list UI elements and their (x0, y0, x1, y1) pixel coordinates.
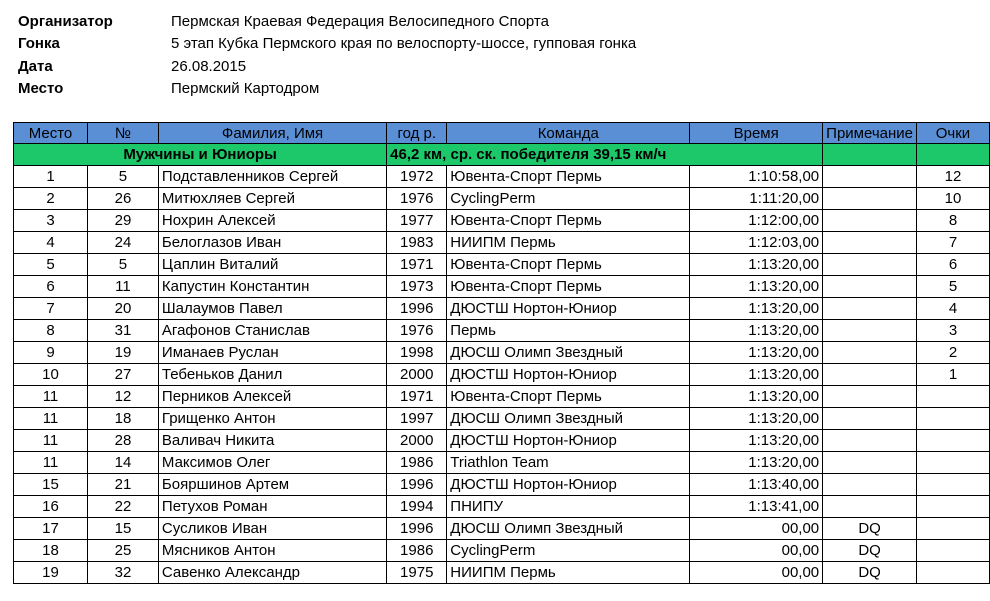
cell-year: 1998 (387, 342, 447, 364)
cell-team: НИИПМ Пермь (447, 562, 690, 584)
cell-team: Ювента-Спорт Пермь (447, 166, 690, 188)
cell-team: ДЮСШ Олимп Звездный (447, 408, 690, 430)
cell-place: 5 (14, 254, 88, 276)
cell-name: Перников Алексей (158, 386, 386, 408)
cell-year: 1996 (387, 298, 447, 320)
cell-note (823, 386, 917, 408)
cell-number: 21 (87, 474, 158, 496)
cell-name: Агафонов Станислав (158, 320, 386, 342)
cell-note (823, 232, 917, 254)
info-label: Место (18, 80, 64, 98)
cell-year: 2000 (387, 364, 447, 386)
cell-name: Мясников Антон (158, 540, 386, 562)
cell-year: 1975 (387, 562, 447, 584)
cell-name: Петухов Роман (158, 496, 386, 518)
table-row (14, 320, 990, 342)
group-empty-cell (916, 144, 989, 166)
column-header-note: Примечание (823, 123, 917, 144)
cell-team: Ювента-Спорт Пермь (447, 210, 690, 232)
cell-year: 1971 (387, 254, 447, 276)
cell-number: 18 (87, 408, 158, 430)
cell-name: Грищенко Антон (158, 408, 386, 430)
cell-team: НИИПМ Пермь (447, 232, 690, 254)
cell-year: 1996 (387, 474, 447, 496)
info-label: Гонка (18, 35, 60, 53)
cell-points: 1 (916, 364, 989, 386)
cell-number: 26 (87, 188, 158, 210)
cell-team: ДЮСТШ Нортон-Юниор (447, 364, 690, 386)
cell-number: 25 (87, 540, 158, 562)
column-header-name: Фамилия, Имя (158, 123, 386, 144)
cell-note (823, 364, 917, 386)
cell-team: Пермь (447, 320, 690, 342)
cell-number: 28 (87, 430, 158, 452)
table-row (14, 408, 990, 430)
table-row (14, 364, 990, 386)
cell-points: 12 (916, 166, 989, 188)
cell-time: 1:13:20,00 (690, 430, 823, 452)
info-row-date (18, 55, 636, 78)
cell-number: 24 (87, 232, 158, 254)
cell-points: 7 (916, 232, 989, 254)
cell-place: 4 (14, 232, 88, 254)
info-value: 26.08.2015 (171, 57, 247, 75)
table-row (14, 188, 990, 210)
cell-number: 29 (87, 210, 158, 232)
cell-name: Тебеньков Данил (158, 364, 386, 386)
cell-points (916, 496, 989, 518)
cell-name: Митюхляев Сергей (158, 188, 386, 210)
cell-place: 11 (14, 452, 88, 474)
cell-name: Бояршинов Артем (158, 474, 386, 496)
table-row (14, 496, 990, 518)
cell-year: 2000 (387, 430, 447, 452)
cell-time: 1:13:20,00 (690, 298, 823, 320)
cell-number: 14 (87, 452, 158, 474)
column-header-points: Очки (916, 123, 989, 144)
column-header-number: № (87, 123, 158, 144)
table-row (14, 540, 990, 562)
cell-year: 1976 (387, 188, 447, 210)
cell-points (916, 408, 989, 430)
cell-note (823, 342, 917, 364)
cell-time: 1:12:00,00 (690, 210, 823, 232)
cell-time: 00,00 (690, 540, 823, 562)
cell-points (916, 540, 989, 562)
cell-number: 12 (87, 386, 158, 408)
cell-year: 1977 (387, 210, 447, 232)
cell-time: 1:12:03,00 (690, 232, 823, 254)
cell-note (823, 210, 917, 232)
cell-time: 1:13:20,00 (690, 320, 823, 342)
table-row (14, 166, 990, 188)
cell-name: Савенко Александр (158, 562, 386, 584)
cell-place: 7 (14, 298, 88, 320)
cell-points: 3 (916, 320, 989, 342)
cell-name: Шалаумов Павел (158, 298, 386, 320)
cell-time: 1:13:20,00 (690, 452, 823, 474)
cell-year: 1971 (387, 386, 447, 408)
info-value: 5 этап Кубка Пермского края по велоспорту-шоссе, гупповая гонка (171, 35, 637, 53)
group-empty-cell (823, 144, 917, 166)
cell-points (916, 430, 989, 452)
header-row (14, 123, 990, 144)
event-info (18, 10, 636, 100)
info-row-race (18, 33, 636, 56)
cell-team: Triathlon Team (447, 452, 690, 474)
table-row (14, 386, 990, 408)
cell-number: 32 (87, 562, 158, 584)
cell-number: 15 (87, 518, 158, 540)
cell-note (823, 430, 917, 452)
cell-place: 15 (14, 474, 88, 496)
cell-year: 1973 (387, 276, 447, 298)
cell-place: 3 (14, 210, 88, 232)
cell-note (823, 496, 917, 518)
cell-team: ДЮСТШ Нортон-Юниор (447, 298, 690, 320)
cell-team: ДЮСШ Олимп Звездный (447, 342, 690, 364)
cell-place: 1 (14, 166, 88, 188)
cell-time: 1:13:20,00 (690, 254, 823, 276)
cell-number: 27 (87, 364, 158, 386)
group-name: Мужчины и Юниоры (14, 144, 387, 166)
cell-team: ПНИПУ (447, 496, 690, 518)
cell-place: 9 (14, 342, 88, 364)
cell-time: 1:13:20,00 (690, 342, 823, 364)
column-header-place: Место (14, 123, 88, 144)
table-row (14, 276, 990, 298)
cell-points: 6 (916, 254, 989, 276)
table-row (14, 298, 990, 320)
cell-points: 8 (916, 210, 989, 232)
cell-note (823, 408, 917, 430)
cell-points (916, 562, 989, 584)
column-header-team: Команда (447, 123, 690, 144)
cell-team: Ювента-Спорт Пермь (447, 386, 690, 408)
group-info: 46,2 км, ср. ск. победителя 39,15 км/ч (387, 144, 823, 166)
cell-name: Капустин Константин (158, 276, 386, 298)
cell-year: 1986 (387, 540, 447, 562)
cell-note (823, 188, 917, 210)
cell-time: 1:13:20,00 (690, 364, 823, 386)
cell-name: Белоглазов Иван (158, 232, 386, 254)
cell-note (823, 320, 917, 342)
info-label: Организатор (18, 12, 113, 30)
table-row (14, 452, 990, 474)
cell-place: 6 (14, 276, 88, 298)
cell-place: 11 (14, 386, 88, 408)
cell-note (823, 298, 917, 320)
cell-year: 1983 (387, 232, 447, 254)
table-row (14, 342, 990, 364)
cell-team: CyclingPerm (447, 188, 690, 210)
cell-points: 10 (916, 188, 989, 210)
table-row (14, 232, 990, 254)
cell-place: 11 (14, 408, 88, 430)
cell-points (916, 518, 989, 540)
cell-name: Иманаев Руслан (158, 342, 386, 364)
cell-points: 2 (916, 342, 989, 364)
cell-time: 1:13:41,00 (690, 496, 823, 518)
cell-note (823, 452, 917, 474)
cell-name: Подставленников Сергей (158, 166, 386, 188)
cell-number: 5 (87, 254, 158, 276)
cell-year: 1972 (387, 166, 447, 188)
info-label: Дата (18, 57, 53, 75)
table-row (14, 254, 990, 276)
cell-place: 16 (14, 496, 88, 518)
group-row (14, 144, 990, 166)
cell-name: Сусликов Иван (158, 518, 386, 540)
cell-time: 00,00 (690, 562, 823, 584)
cell-note (823, 474, 917, 496)
cell-name: Нохрин Алексей (158, 210, 386, 232)
cell-time: 1:13:20,00 (690, 408, 823, 430)
info-row-organizer (18, 10, 636, 33)
info-value: Пермский Картодром (171, 80, 320, 98)
table-row (14, 562, 990, 584)
cell-place: 19 (14, 562, 88, 584)
cell-year: 1996 (387, 518, 447, 540)
cell-time: 1:10:58,00 (690, 166, 823, 188)
cell-year: 1994 (387, 496, 447, 518)
cell-time: 1:13:40,00 (690, 474, 823, 496)
cell-note: DQ (823, 518, 917, 540)
cell-time: 1:13:20,00 (690, 386, 823, 408)
cell-points (916, 386, 989, 408)
cell-number: 22 (87, 496, 158, 518)
cell-note (823, 254, 917, 276)
cell-place: 18 (14, 540, 88, 562)
cell-team: ДЮСТШ Нортон-Юниор (447, 474, 690, 496)
cell-number: 11 (87, 276, 158, 298)
cell-time: 00,00 (690, 518, 823, 540)
table-row (14, 430, 990, 452)
info-row-place (18, 78, 636, 101)
table-row (14, 210, 990, 232)
cell-year: 1976 (387, 320, 447, 342)
cell-points (916, 474, 989, 496)
cell-number: 5 (87, 166, 158, 188)
cell-year: 1986 (387, 452, 447, 474)
cell-name: Цаплин Виталий (158, 254, 386, 276)
cell-place: 11 (14, 430, 88, 452)
column-header-time: Время (690, 123, 823, 144)
cell-time: 1:11:20,00 (690, 188, 823, 210)
cell-note: DQ (823, 540, 917, 562)
cell-place: 10 (14, 364, 88, 386)
cell-number: 19 (87, 342, 158, 364)
cell-note: DQ (823, 562, 917, 584)
column-header-year: год р. (387, 123, 447, 144)
cell-team: ДЮСТШ Нортон-Юниор (447, 430, 690, 452)
cell-year: 1997 (387, 408, 447, 430)
cell-place: 17 (14, 518, 88, 540)
cell-points: 4 (916, 298, 989, 320)
table-row (14, 518, 990, 540)
cell-name: Максимов Олег (158, 452, 386, 474)
cell-place: 2 (14, 188, 88, 210)
cell-note (823, 166, 917, 188)
cell-place: 8 (14, 320, 88, 342)
cell-team: ДЮСШ Олимп Звездный (447, 518, 690, 540)
cell-points (916, 452, 989, 474)
cell-team: Ювента-Спорт Пермь (447, 254, 690, 276)
cell-team: CyclingPerm (447, 540, 690, 562)
cell-number: 20 (87, 298, 158, 320)
cell-note (823, 276, 917, 298)
cell-name: Валивач Никита (158, 430, 386, 452)
cell-team: Ювента-Спорт Пермь (447, 276, 690, 298)
results-table (13, 122, 990, 584)
cell-points: 5 (916, 276, 989, 298)
table-row (14, 474, 990, 496)
cell-number: 31 (87, 320, 158, 342)
cell-time: 1:13:20,00 (690, 276, 823, 298)
info-value: Пермская Краевая Федерация Велосипедного Спорта (171, 12, 549, 30)
